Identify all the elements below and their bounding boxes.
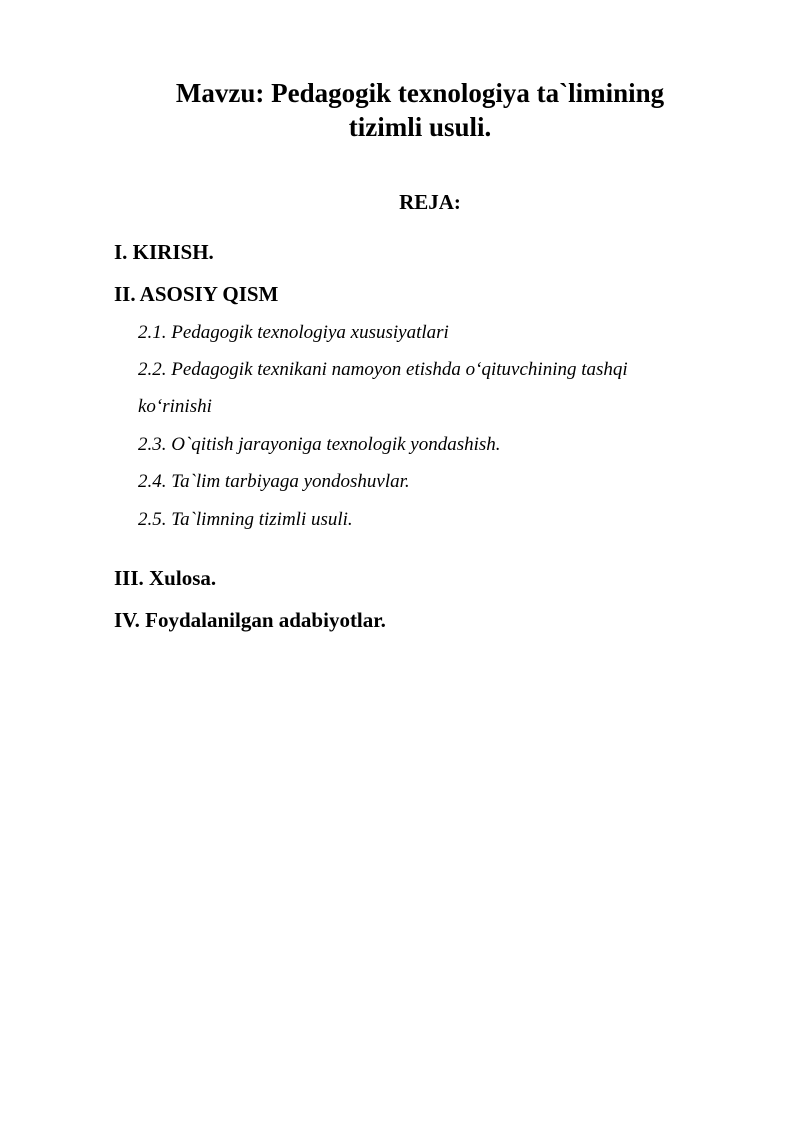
plan-heading: REJA: [399,190,461,214]
subitem-2-2-line-2: ko‘rinishi [138,396,212,417]
section-introduction: I. KIRISH. [114,240,214,264]
subitem-2-1: 2.1. Pedagogik texnologiya xususiyatlari [138,322,449,343]
subitem-2-2-line-1: 2.2. Pedagogik texnikani namoyon etishda o‘qituvchining tashqi [138,359,628,380]
document-title [140,76,700,144]
subitem-2-4: 2.4. Ta`lim tarbiyaga yondoshuvlar. [138,471,410,492]
section-conclusion: III. Xulosa. [114,566,217,590]
section-main-part: II. ASOSIY QISM [114,282,279,306]
title-line-2: tizimli usuli. [348,112,492,142]
section-references: IV. Foydalanilgan adabiyotlar. [114,608,386,632]
subitem-2-5: 2.5. Ta`limning tizimli usuli. [138,509,353,530]
title-line-1: Mavzu: Pedagogik texnologiya ta`limining [175,78,665,108]
subitem-2-3: 2.3. O`qitish jarayoniga texnologik yondashish. [138,434,501,455]
